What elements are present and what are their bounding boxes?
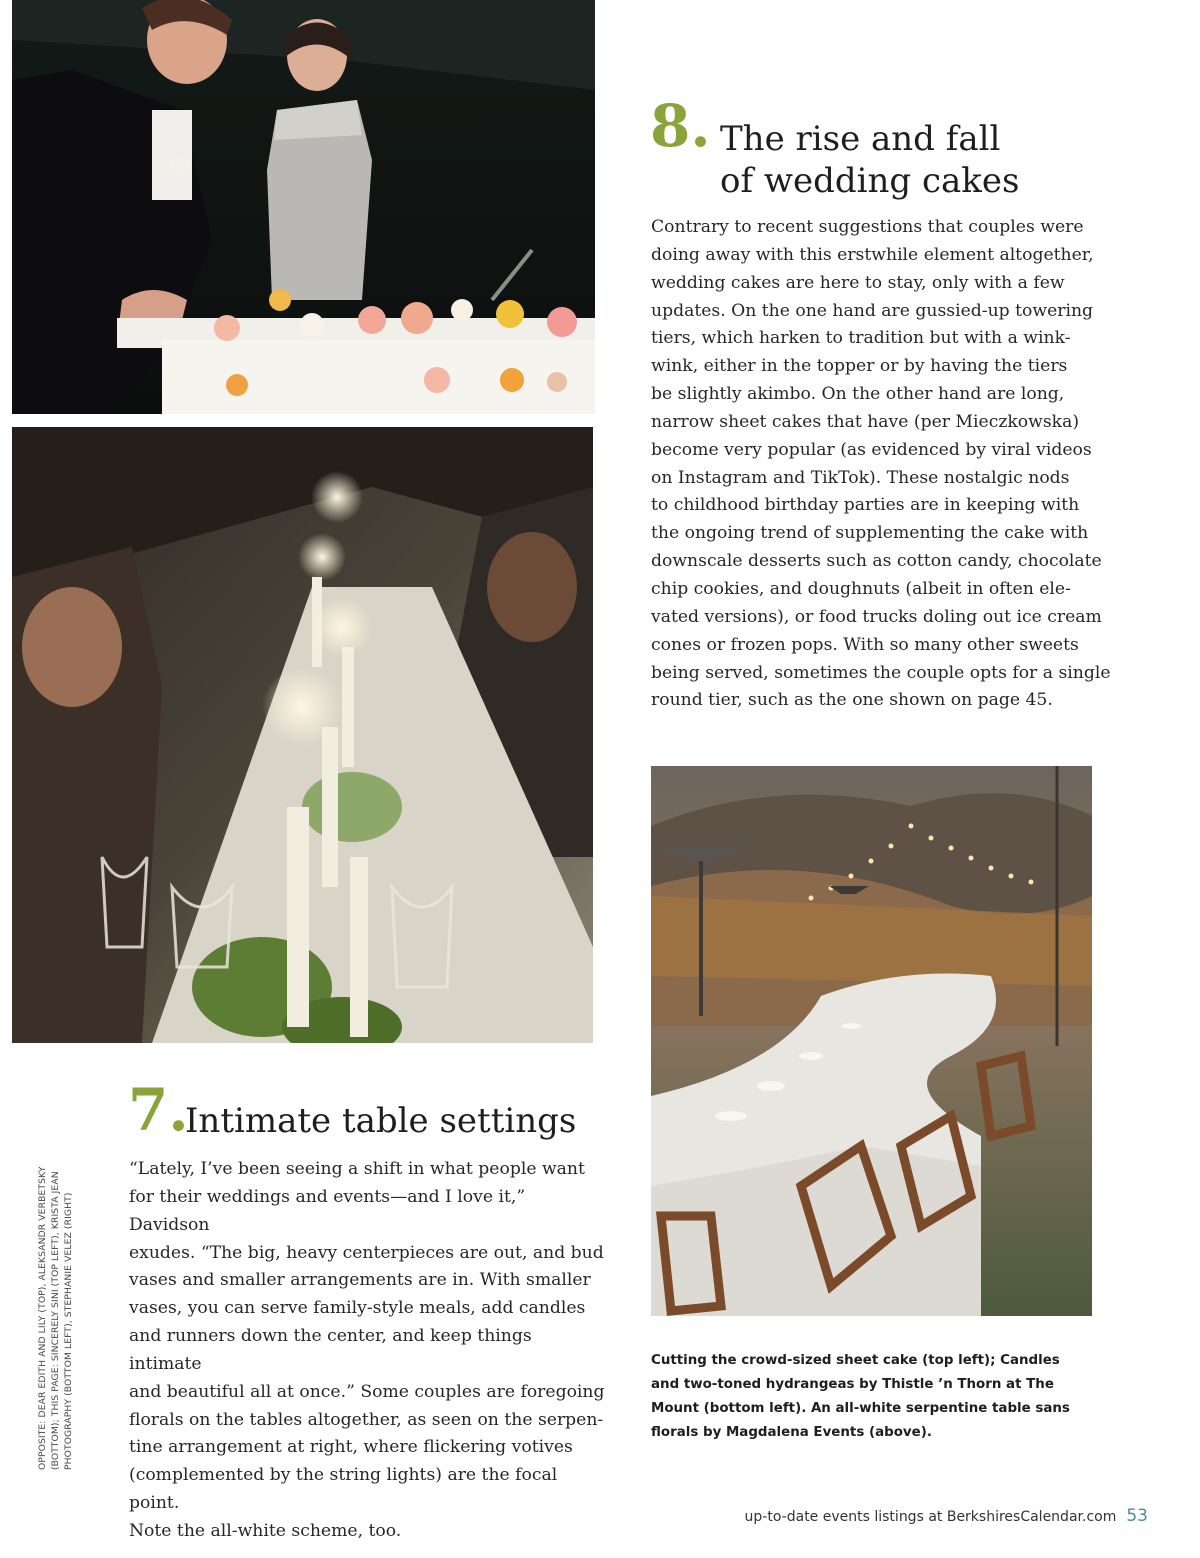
section-7-body: “Lately, I’ve been seeing a shift in what people want for their weddings and events—and I love it,” Davidson exudes. “The big, heavy centerpieces are out, and bud vases and smaller arrangements are in. With smaller vases, you can serve family-style meals, add candles and runners down the center, and keep things intimate and beautiful all at once.” Some couples are foregoing florals on the tables altogether, as seen on the serpen- tine arrangement at right, where flickering votives (complemented by the string lights) are the focal point. Note the all-white scheme, too. — [129, 1159, 605, 1541]
section-8-body: Contrary to recent suggestions that couples were doing away with this erstwhile element altogether, wedding cakes are here to stay, only with a few updates. On the one hand are gussied-up towering tiers, which harken to tradition but with a wink- wink, either in the topper or by having the tiers be slightly akimbo. On the other hand are long, narrow sheet cakes that have (per Mieczkowska) become very popular (as evidenced by viral videos on Instagram and TikTok). These nostalgic nods to childhood birthday parties are in keeping with the ongoing trend of supplementing the cake with downscale desserts such as cotton candy, chocolate chip cookies, and doughnuts (albeit in often ele- vated versions), or food trucks doling out ice cream cones or frozen pops. With so many other sweets being served, sometimes the couple opts for a single round tier, such as the one shown on page 45. — [651, 217, 1111, 711]
page-number: 53 — [1126, 1506, 1148, 1526]
footer-text: up-to-date events listings at BerkshiresCalendar.com — [744, 1509, 1117, 1525]
photo-cake-cutting — [12, 0, 595, 414]
section-8-title: The rise and fall of wedding cakes — [720, 119, 1020, 201]
photo-serpentine-table — [651, 766, 1092, 1316]
photo-caption: Cutting the crowd-sized sheet cake (top left); Candles and two-toned hydrangeas by Thistle ’n Thorn at The Mount (bottom left). An all-white serpentine table sans florals by Magdalena Events (above). — [651, 1353, 1070, 1440]
section-7-number: 7. — [128, 1076, 189, 1144]
section-8-number: 8. — [650, 92, 711, 160]
photo-credits: OPPOSITE: DEAR EDITH AND LILY (TOP), ALEKSANDR VERBETSKY (BOTTOM); THIS PAGE: SINCERELY SINI (TOP LEFT), KRISTA JEAN PHOTOGRAPHY (BOTTOM LEFT), STEPHANIE VELEZ (RIGHT) — [37, 1166, 74, 1470]
section-7-title: Intimate table settings — [185, 1101, 577, 1141]
photo-candlelit-table — [12, 427, 593, 1043]
page-footer — [745, 1506, 1148, 1526]
